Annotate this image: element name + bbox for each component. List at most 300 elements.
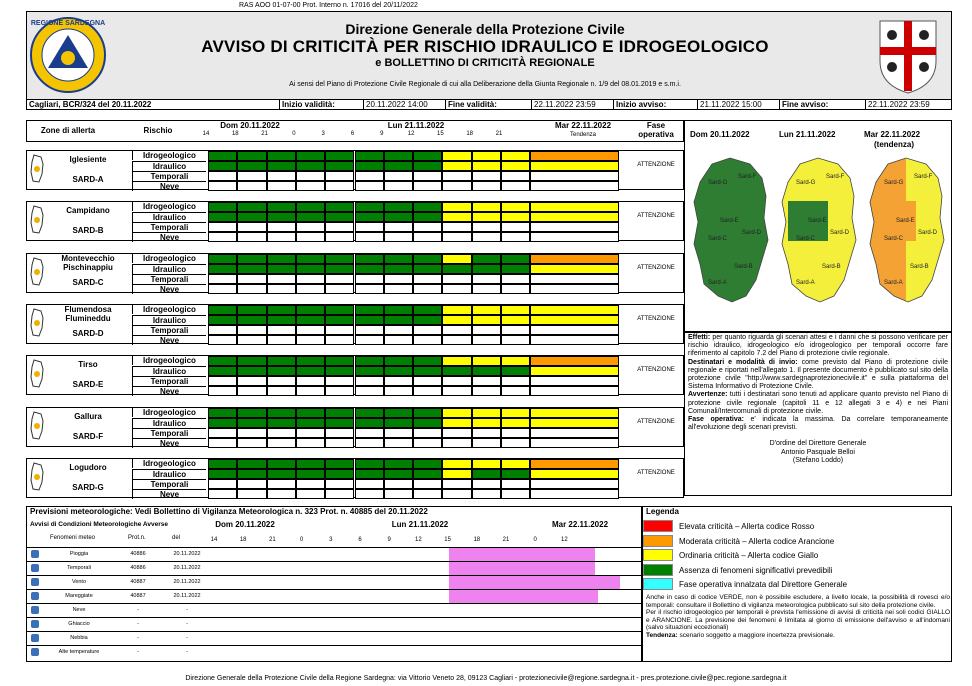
criticality-cell (296, 386, 325, 396)
hour-tick: 15 (437, 131, 444, 137)
map-zone-label: Sard-C (796, 236, 816, 242)
criticality-cell (413, 274, 442, 284)
meteo-icon (31, 550, 39, 558)
risk-label: Idraulico (132, 161, 206, 171)
meteo-day1: Dom 20.11.2022 (215, 520, 275, 529)
criticality-cell (208, 254, 237, 264)
criticality-cell (501, 161, 530, 171)
criticality-cell (384, 459, 413, 469)
criticality-cell (325, 356, 354, 366)
zone-code: SARD-G (72, 482, 104, 492)
criticality-cell (472, 305, 501, 315)
sardinia-maps (686, 152, 950, 312)
criticality-cell (296, 202, 325, 212)
criticality-cell (296, 438, 325, 448)
map-zone-area (778, 241, 823, 306)
criticality-cell (501, 418, 530, 428)
map-zone-label: Sard-E (720, 218, 739, 224)
criticality-cell (384, 202, 413, 212)
criticality-cell (384, 356, 413, 366)
meteo-date: 20.11.2022 (173, 579, 201, 585)
criticality-cell (501, 376, 530, 386)
criticality-cell (267, 232, 296, 242)
map-zone-area (866, 241, 911, 306)
criticality-cell (530, 212, 619, 222)
meteo-hour-tick: 21 (269, 537, 276, 543)
meteo-icon (31, 564, 39, 572)
criticality-cell (208, 305, 237, 315)
criticality-cell (530, 232, 619, 242)
risk-label: Idraulico (132, 315, 206, 325)
criticality-cell (237, 428, 266, 438)
sardinia-map (866, 156, 946, 306)
sardinia-zone-icon (29, 154, 45, 184)
criticality-cell (413, 386, 442, 396)
criticality-cell (501, 181, 530, 191)
criticality-cell (325, 489, 354, 499)
criticality-cell (355, 284, 384, 294)
risk-label: Temporali (132, 428, 206, 438)
sardinia-zone-icon (29, 359, 45, 389)
tendenza-header: Tendenza (569, 132, 597, 138)
criticality-cell (208, 315, 237, 325)
hour-tick: 6 (350, 131, 355, 137)
meteo-phenomenon: Vento (71, 579, 87, 585)
map-zone-label: Sard-D (918, 230, 938, 236)
protocol-stamp: RAS AOO 01-07-00 Prot. Interno n. 17016 del 20/11/2022 (239, 2, 418, 9)
criticality-cell (442, 315, 471, 325)
criticality-cell (501, 489, 530, 499)
avvertenze-text: tutti i destinatari sono tenuti ad applicare quanto previsto nel Piano di protezione civile regionale (capitoli 11 e 12 allegati 3 e 4) e nei Piani Comunali/Intercomunali di protezione civile. (688, 391, 948, 415)
criticality-cell (384, 151, 413, 161)
map-zone-label: Sard-C (884, 236, 904, 242)
criticality-cell (442, 408, 471, 418)
criticality-cell (384, 284, 413, 294)
sardegna-coat-of-arms (866, 13, 950, 97)
validity-bar (26, 100, 952, 110)
meteo-hour-tick: 9 (387, 537, 391, 543)
criticality-cell (237, 161, 266, 171)
criticality-cell (296, 408, 325, 418)
meteo-hour-tick: 0 (533, 537, 537, 543)
criticality-cell (530, 181, 619, 191)
criticality-cell (384, 264, 413, 274)
map-day2-title: Lun 21.11.2022 (779, 130, 836, 139)
criticality-cell (325, 438, 354, 448)
meteo-phenomenon: Neve (72, 607, 86, 613)
risk-label: Idrogeologico (132, 254, 206, 263)
fase-text: e' indicata la massima. Da correlare temporaneamente all'evoluzione degli scenari previsti. (688, 416, 948, 432)
criticality-cell (267, 161, 296, 171)
criticality-cell (472, 479, 501, 489)
meteo-date: - (186, 635, 188, 641)
criticality-cell (472, 428, 501, 438)
criticality-cell (296, 469, 325, 479)
risk-label: Idrogeologico (132, 356, 206, 365)
meteo-date: 20.11.2022 (173, 593, 201, 599)
risk-label: Temporali (132, 222, 206, 232)
criticality-cell (237, 254, 266, 264)
start-label: Inizio validità: (279, 100, 391, 109)
meteo-warning-span (449, 576, 620, 589)
criticality-cell (208, 428, 237, 438)
criticality-cell (442, 305, 471, 315)
criticality-cell (237, 376, 266, 386)
meteo-hour-tick: 3 (329, 537, 333, 543)
criticality-cell (237, 232, 266, 242)
protezione-civile-logo (28, 13, 108, 97)
criticality-cell (413, 264, 442, 274)
zone-name-2: Flumineddu (65, 313, 111, 323)
meteo-date: 20.11.2022 (173, 551, 201, 557)
map-zone-label: Sard-G (708, 180, 728, 186)
criticality-cell (472, 232, 501, 242)
criticality-cell (296, 479, 325, 489)
criticality-cell (296, 335, 325, 345)
map-zone-label: Sard-G (884, 180, 904, 186)
criticality-cell (355, 181, 384, 191)
criticality-cell (237, 264, 266, 274)
meteo-icon (31, 606, 39, 614)
criticality-cell (530, 161, 619, 171)
map-zone-area (690, 241, 735, 306)
criticality-cell (267, 315, 296, 325)
zone-name: Flumendosa (64, 304, 112, 314)
criticality-cell (237, 284, 266, 294)
zone-code: SARD-F (72, 431, 104, 441)
criticality-cell (501, 469, 530, 479)
criticality-cell (442, 161, 471, 171)
meteo-icon (31, 634, 39, 642)
criticality-cell (355, 315, 384, 325)
criticality-cell (296, 274, 325, 284)
criticality-cell (267, 469, 296, 479)
start-value: 20.11.2022 14:00 (363, 100, 443, 109)
risk-label: Temporali (132, 171, 206, 181)
destinatari-text: come previsto dal Piano di protezione civile regionale e riportati nell'allegato 1. Il presente documento è pubblicato sul sito della protezione civile "http://www.sardegnaprotezionecivile.it" e sulla piattaforma del Sistema Informativo di Protezione Civile. (688, 358, 948, 391)
criticality-cell (530, 459, 619, 469)
criticality-cell (384, 315, 413, 325)
criticality-cell (208, 202, 237, 212)
legend-label: Moderata criticità – Allerta codice Arancione (679, 536, 835, 546)
criticality-cell (472, 274, 501, 284)
zone-code: SARD-B (72, 226, 104, 236)
map-zone-area (906, 241, 946, 306)
criticality-cell (325, 469, 354, 479)
criticality-cell (267, 428, 296, 438)
effetti-text: per quanto riguarda gli scenari attesi e i danni che si possono verificare per rischio idraulico, idrogeologico e/o idrogeologico per temporali occorre fare riferimento al capitolo 7.2 del Piano di protezione civile regionale. (688, 334, 948, 358)
criticality-cell (325, 222, 354, 232)
criticality-cell (530, 356, 619, 366)
col-risk-header: Rischio (143, 126, 173, 135)
risk-label: Temporali (132, 479, 206, 489)
zone-name: Iglesiente (69, 155, 107, 164)
map-zone-label: Sard-E (896, 218, 915, 224)
criticality-cell (267, 459, 296, 469)
meteo-hour-tick: 0 (299, 537, 304, 543)
criticality-cell (413, 428, 442, 438)
criticality-cell (208, 408, 237, 418)
criticality-cell (267, 305, 296, 315)
criticality-cell (501, 335, 530, 345)
map-day1-title: Dom 20.11.2022 (690, 130, 750, 139)
criticality-cell (325, 254, 354, 264)
criticality-cell (384, 305, 413, 315)
risk-label: Neve (132, 284, 206, 294)
criticality-cell (472, 212, 501, 222)
criticality-cell (413, 222, 442, 232)
criticality-cell (296, 151, 325, 161)
criticality-cell (384, 418, 413, 428)
criticality-cell (267, 274, 296, 284)
criticality-cell (413, 181, 442, 191)
fase-value: ATTENZIONE (637, 418, 675, 425)
meteo-warning-span (449, 548, 595, 561)
criticality-cell (267, 222, 296, 232)
criticality-cell (355, 366, 384, 376)
hour-tick: 9 (380, 131, 384, 137)
criticality-cell (267, 254, 296, 264)
legend-swatch (643, 549, 673, 561)
criticality-cell (208, 284, 237, 294)
criticality-cell (325, 274, 354, 284)
zone-code: SARD-D (72, 328, 104, 338)
criticality-cell (472, 171, 501, 181)
criticality-cell (237, 222, 266, 232)
meteo-title: Previsioni meteorologiche: Vedi Bollettino di Vigilanza Meteorologica n. 323 Prot. n. 40885 del 20.11.2022 (30, 507, 428, 516)
criticality-cell (355, 264, 384, 274)
criticality-cell (208, 151, 237, 161)
zone-code: SARD-E (72, 380, 104, 390)
criticality-cell (237, 438, 266, 448)
criticality-cell (208, 335, 237, 345)
criticality-cell (355, 459, 384, 469)
criticality-cell (530, 428, 619, 438)
criticality-cell (472, 264, 501, 274)
criticality-cell (325, 212, 354, 222)
criticality-cell (501, 459, 530, 469)
criticality-cell (296, 418, 325, 428)
criticality-cell (384, 479, 413, 489)
risk-label: Neve (132, 438, 206, 448)
criticality-cell (296, 181, 325, 191)
legend-label: Fase operativa innalzata dal Direttore Generale (679, 580, 848, 589)
criticality-cell (384, 222, 413, 232)
meteo-phenomenon: Mareggiate (65, 593, 93, 599)
criticality-cell (384, 171, 413, 181)
meteo-col-del: del (172, 535, 181, 541)
criticality-cell (267, 418, 296, 428)
meteo-hour-tick: 12 (561, 537, 568, 543)
meteo-warning-span (449, 590, 598, 603)
criticality-cell (501, 428, 530, 438)
criticality-cell (501, 386, 530, 396)
criticality-cell (384, 386, 413, 396)
criticality-cell (442, 264, 471, 274)
legend-label: Assenza di fenomeni significativi prevedibili (679, 565, 833, 575)
criticality-cell (384, 428, 413, 438)
criticality-cell (442, 274, 471, 284)
day3-header: Mar 22.11.2022 (554, 121, 612, 130)
criticality-cell (355, 254, 384, 264)
criticality-cell (208, 469, 237, 479)
fase-header: Fase operativa (638, 121, 674, 139)
criticality-cell (325, 459, 354, 469)
meteo-prot: 40886 (130, 565, 146, 571)
criticality-cell (530, 438, 619, 448)
zone-name: Gallura (74, 411, 102, 421)
criticality-cell (237, 489, 266, 499)
criticality-cell (442, 386, 471, 396)
avvertenze-title: Avvertenze: (688, 391, 728, 399)
map-zone-label: Sard-B (822, 264, 841, 270)
criticality-cell (530, 408, 619, 418)
legend-note2: Per il rischio idrogeologico per temporali è prevista l'emissione di avvisi di criticità nei soli codici GIALLO e ARANCIONE. La previsione dei fenomeni è limitata al giorno di emissione dell'avviso e all'indomani (salvo situazioni eccezionali) (646, 609, 950, 631)
criticality-cell (208, 181, 237, 191)
meteo-hour-tick: 6 (358, 537, 362, 543)
criticality-cell (355, 418, 384, 428)
criticality-cell (355, 386, 384, 396)
criticality-cell (413, 202, 442, 212)
destinatari-title: Destinatari e modalità di invio: (688, 358, 798, 366)
criticality-cell (442, 418, 471, 428)
criticality-cell (413, 438, 442, 448)
criticality-cell (472, 284, 501, 294)
criticality-cell (355, 479, 384, 489)
criticality-cell (325, 376, 354, 386)
criticality-cell (208, 356, 237, 366)
criticality-cell (442, 212, 471, 222)
criticality-cell (413, 335, 442, 345)
criticality-cell (384, 335, 413, 345)
criticality-cell (325, 202, 354, 212)
criticality-cell (530, 386, 619, 396)
meteo-hour-tick: 18 (473, 537, 481, 543)
legend-swatch (643, 564, 673, 576)
meteo-col-prot: Prot.n. (128, 535, 146, 541)
sardinia-map (690, 156, 770, 306)
criticality-cell (267, 284, 296, 294)
criticality-cell (530, 315, 619, 325)
map-zone-label: Sard-D (742, 230, 762, 236)
day1-header: Dom 20.11.2022 (220, 121, 280, 130)
criticality-cell (442, 356, 471, 366)
criticality-cell (267, 212, 296, 222)
criticality-cell (442, 284, 471, 294)
map-day3-subtitle: (tendenza) (874, 140, 914, 149)
map-zone-label: Sard-D (830, 230, 850, 236)
meteo-prot: 40887 (130, 579, 146, 585)
risk-label: Temporali (132, 325, 206, 335)
map-zone-label: Sard-E (808, 218, 827, 224)
legend-label: Ordinaria criticità – Allerta codice Giallo (679, 551, 819, 560)
criticality-cell (472, 335, 501, 345)
criticality-cell (530, 376, 619, 386)
legend-swatch (643, 578, 673, 590)
criticality-cell (296, 284, 325, 294)
criticality-cell (296, 222, 325, 232)
criticality-cell (472, 438, 501, 448)
criticality-cell (296, 376, 325, 386)
hour-tick: 18 (466, 131, 474, 137)
criticality-cell (325, 171, 354, 181)
risk-label: Neve (132, 386, 206, 396)
criticality-cell (413, 254, 442, 264)
map-zone-label: Sard-B (734, 264, 753, 270)
criticality-cell (237, 386, 266, 396)
meteo-day2: Lun 21.11.2022 (391, 520, 449, 529)
meteo-prot: 40887 (130, 593, 146, 599)
criticality-cell (384, 469, 413, 479)
criticality-cell (237, 212, 266, 222)
criticality-cell (355, 408, 384, 418)
criticality-cell (442, 428, 471, 438)
risk-label: Idrogeologico (132, 305, 206, 314)
risk-label: Idrogeologico (132, 408, 206, 417)
criticality-cell (530, 469, 619, 479)
sardinia-zone-icon (29, 205, 45, 235)
criticality-cell (472, 376, 501, 386)
map-zone-label: Sard-B (910, 264, 929, 270)
criticality-cell (208, 489, 237, 499)
criticality-cell (472, 222, 501, 232)
criticality-cell (208, 366, 237, 376)
criticality-cell (501, 254, 530, 264)
criticality-cell (237, 305, 266, 315)
criticality-cell (530, 171, 619, 181)
criticality-cell (472, 459, 501, 469)
criticality-cell (355, 222, 384, 232)
map-day3-title: Mar 22.11.2022 (864, 130, 921, 139)
risk-label: Idrogeologico (132, 459, 206, 468)
legend-notes (646, 594, 950, 639)
criticality-cell (530, 325, 619, 335)
zone-name: Montevecchio (61, 253, 115, 263)
criticality-cell (325, 386, 354, 396)
legend-note3: scenario soggetto a maggiore incertezza previsionale. (679, 631, 835, 639)
criticality-cell (355, 356, 384, 366)
criticality-cell (384, 181, 413, 191)
criticality-cell (208, 222, 237, 232)
meteo-subtitle: Avvisi di Condizioni Meteorologiche Avverse (30, 521, 168, 528)
header-legal-basis: Ai sensi del Piano di Protezione Civile Regionale di cui alla Deliberazione della Giunta Regionale n. 1/9 del 08.01.2019 e s.m.i. (289, 81, 681, 88)
criticality-cell (384, 366, 413, 376)
criticality-cell (442, 181, 471, 191)
criticality-cell (442, 489, 471, 499)
criticality-cell (501, 202, 530, 212)
criticality-cell (208, 171, 237, 181)
fase-value: ATTENZIONE (637, 367, 675, 374)
criticality-cell (237, 315, 266, 325)
criticality-cell (472, 315, 501, 325)
criticality-cell (530, 418, 619, 428)
risk-label: Neve (132, 232, 206, 242)
criticality-cell (208, 386, 237, 396)
criticality-cell (442, 459, 471, 469)
effetti-title: Effetti: (688, 334, 711, 341)
criticality-cell (442, 232, 471, 242)
legend-swatch (643, 520, 673, 532)
criticality-cell (237, 479, 266, 489)
meteo-icon (31, 620, 39, 628)
header-title-2: AVVISO DI CRITICITÀ PER RISCHIO IDRAULICO E IDROGEOLOGICO (201, 37, 769, 56)
criticality-cell (267, 386, 296, 396)
criticality-cell (296, 459, 325, 469)
criticality-cell (208, 325, 237, 335)
criticality-cell (325, 428, 354, 438)
criticality-cell (267, 489, 296, 499)
criticality-cell (208, 232, 237, 242)
